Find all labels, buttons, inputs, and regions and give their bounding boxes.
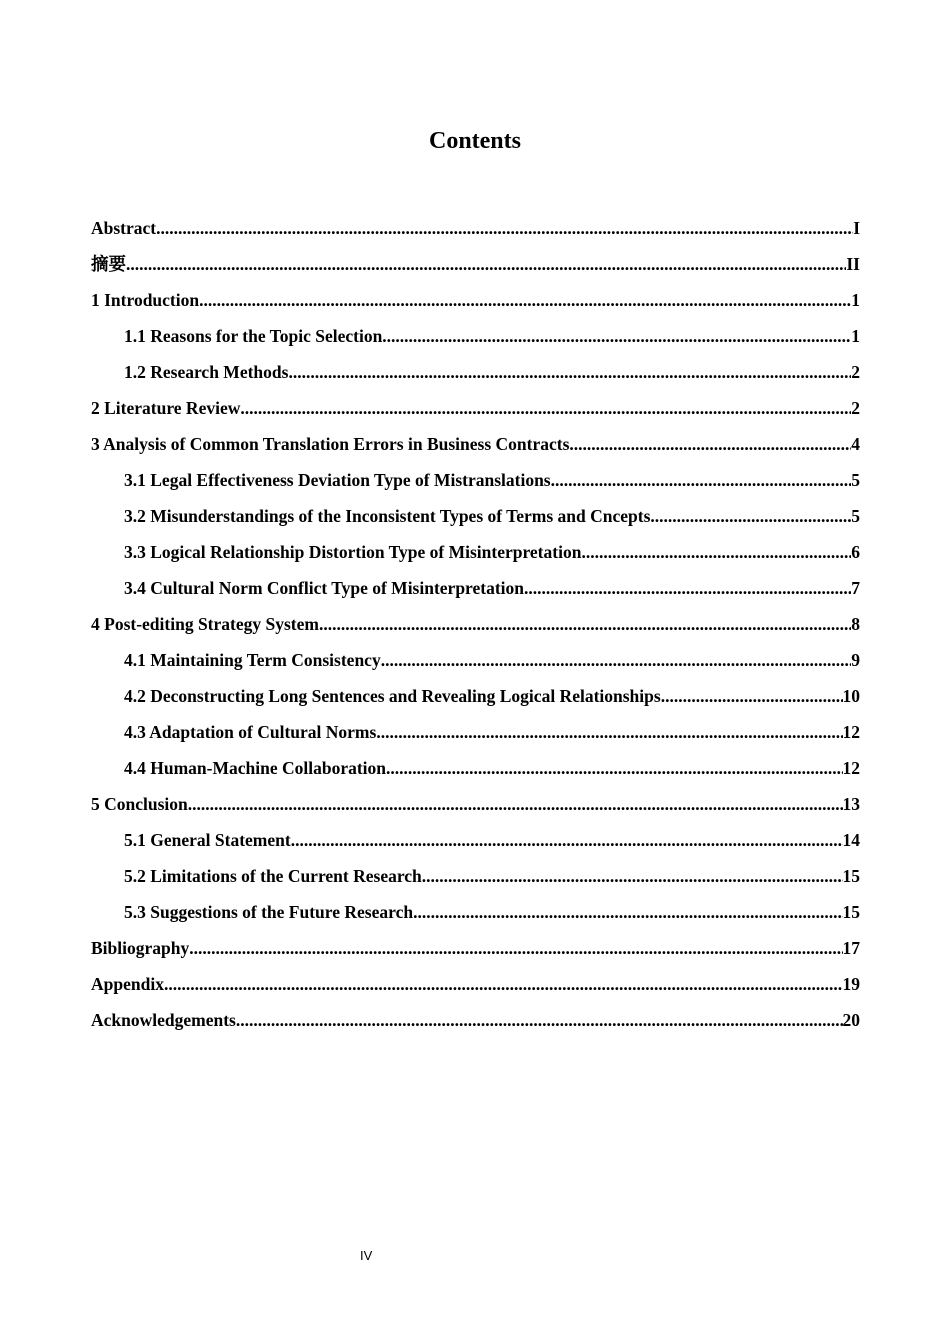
toc-entry-page: II <box>846 254 860 274</box>
toc-entry-title: 1.1 Reasons for the Topic Selection <box>124 326 383 346</box>
toc-entry-title: 4 Post-editing Strategy System <box>91 614 319 634</box>
dot-leader <box>524 570 851 606</box>
toc-entry-page: 12 <box>842 758 860 778</box>
dot-leader <box>422 858 843 894</box>
dot-leader <box>291 822 843 858</box>
toc-entry-1-1[interactable] <box>91 318 860 354</box>
toc-entry-page: 20 <box>842 1010 860 1030</box>
toc-entry-page: 9 <box>851 650 860 670</box>
dot-leader <box>319 606 851 642</box>
toc-entry-title: 3 Analysis of Common Translation Errors in Business Contracts <box>91 434 570 454</box>
toc-entry-5-3[interactable] <box>91 894 860 930</box>
toc-entry-4-2[interactable] <box>91 678 860 714</box>
dot-leader <box>236 1002 843 1038</box>
dot-leader <box>650 498 851 534</box>
toc-entry-title: Acknowledgements <box>91 1010 236 1030</box>
toc-entry-title: 3.2 Misunderstandings of the Inconsistent Types of Terms and Cncepts <box>124 506 651 526</box>
dot-leader <box>164 966 843 1002</box>
toc-entry-conclusion[interactable] <box>91 786 860 822</box>
toc-entry-post-editing[interactable] <box>91 606 860 642</box>
toc-entry-page: 14 <box>842 830 860 850</box>
toc-entry-3-2[interactable] <box>91 498 860 534</box>
toc-entry-analysis[interactable] <box>91 426 860 462</box>
toc-entry-appendix[interactable] <box>91 966 860 1002</box>
dot-leader <box>551 462 852 498</box>
dot-leader <box>288 354 851 390</box>
toc-entry-3-1[interactable] <box>91 462 860 498</box>
table-of-contents <box>91 210 860 1038</box>
toc-entry-page: 5 <box>851 470 860 490</box>
toc-entry-5-2[interactable] <box>91 858 860 894</box>
dot-leader <box>386 750 842 786</box>
dot-leader <box>661 678 843 714</box>
toc-entry-title: 4.4 Human-Machine Collaboration <box>124 758 387 778</box>
toc-entry-title: 2 Literature Review <box>91 398 241 418</box>
toc-entry-4-3[interactable] <box>91 714 860 750</box>
toc-entry-3-3[interactable] <box>91 534 860 570</box>
toc-entry-title: 摘要 <box>91 254 126 274</box>
toc-entry-title: Appendix <box>91 974 164 994</box>
toc-entry-5-1[interactable] <box>91 822 860 858</box>
dot-leader <box>240 390 851 426</box>
dot-leader <box>381 642 852 678</box>
dot-leader <box>126 246 846 282</box>
toc-entry-page: 19 <box>842 974 860 994</box>
dot-leader <box>581 534 851 570</box>
toc-entry-page: 6 <box>851 542 860 562</box>
toc-entry-title: Bibliography <box>91 938 190 958</box>
toc-entry-title: 3.3 Logical Relationship Distortion Type of Misinterpretation <box>124 542 582 562</box>
toc-entry-page: 15 <box>842 902 860 922</box>
toc-entry-title: 3.1 Legal Effectiveness Deviation Type of Mistranslations <box>124 470 551 490</box>
toc-entry-page: 5 <box>851 506 860 526</box>
toc-entry-page: 8 <box>851 614 860 634</box>
toc-entry-4-1[interactable] <box>91 642 860 678</box>
toc-entry-page: 15 <box>842 866 860 886</box>
toc-entry-title: Abstract <box>91 218 157 238</box>
toc-entry-page: 2 <box>851 398 860 418</box>
toc-entry-page: 2 <box>851 362 860 382</box>
toc-entry-page: I <box>853 218 860 238</box>
toc-entry-bibliography[interactable] <box>91 930 860 966</box>
dot-leader <box>413 894 842 930</box>
toc-entry-title: 5.2 Limitations of the Current Research <box>124 866 422 886</box>
dot-leader <box>199 282 851 318</box>
toc-entry-title: 1.2 Research Methods <box>124 362 289 382</box>
toc-entry-title: 5.3 Suggestions of the Future Research <box>124 902 414 922</box>
toc-entry-title: 1 Introduction <box>91 290 200 310</box>
dot-leader <box>569 426 851 462</box>
dot-leader <box>188 786 843 822</box>
toc-entry-page: 7 <box>851 578 860 598</box>
toc-entry-page: 13 <box>842 794 860 814</box>
toc-entry-introduction[interactable] <box>91 282 860 318</box>
toc-entry-abstract[interactable] <box>91 210 860 246</box>
toc-entry-title: 5.1 General Statement <box>124 830 291 850</box>
toc-entry-page: 12 <box>842 722 860 742</box>
toc-entry-page: 10 <box>842 686 860 706</box>
toc-entry-chinese-abstract[interactable] <box>91 246 860 282</box>
toc-entry-literature-review[interactable] <box>91 390 860 426</box>
toc-entry-title: 5 Conclusion <box>91 794 188 814</box>
toc-entry-page: 4 <box>851 434 860 454</box>
toc-entry-page: 1 <box>851 326 860 346</box>
toc-entry-title: 4.2 Deconstructing Long Sentences and Revealing Logical Relationships <box>124 686 661 706</box>
dot-leader <box>189 930 842 966</box>
page-title: Contents <box>428 128 521 154</box>
toc-entry-page: 1 <box>851 290 860 310</box>
toc-entry-title: 4.1 Maintaining Term Consistency <box>124 650 381 670</box>
toc-entry-acknowledgements[interactable] <box>91 1002 860 1038</box>
toc-entry-1-2[interactable] <box>91 354 860 390</box>
page-number: IV <box>360 1248 373 1263</box>
toc-entry-title: 4.3 Adaptation of Cultural Norms <box>124 722 377 742</box>
toc-entry-3-4[interactable] <box>91 570 860 606</box>
toc-entry-4-4[interactable] <box>91 750 860 786</box>
dot-leader <box>382 318 851 354</box>
toc-entry-page: 17 <box>842 938 860 958</box>
dot-leader <box>156 210 853 246</box>
toc-entry-title: 3.4 Cultural Norm Conflict Type of Misinterpretation <box>124 578 525 598</box>
dot-leader <box>376 714 842 750</box>
